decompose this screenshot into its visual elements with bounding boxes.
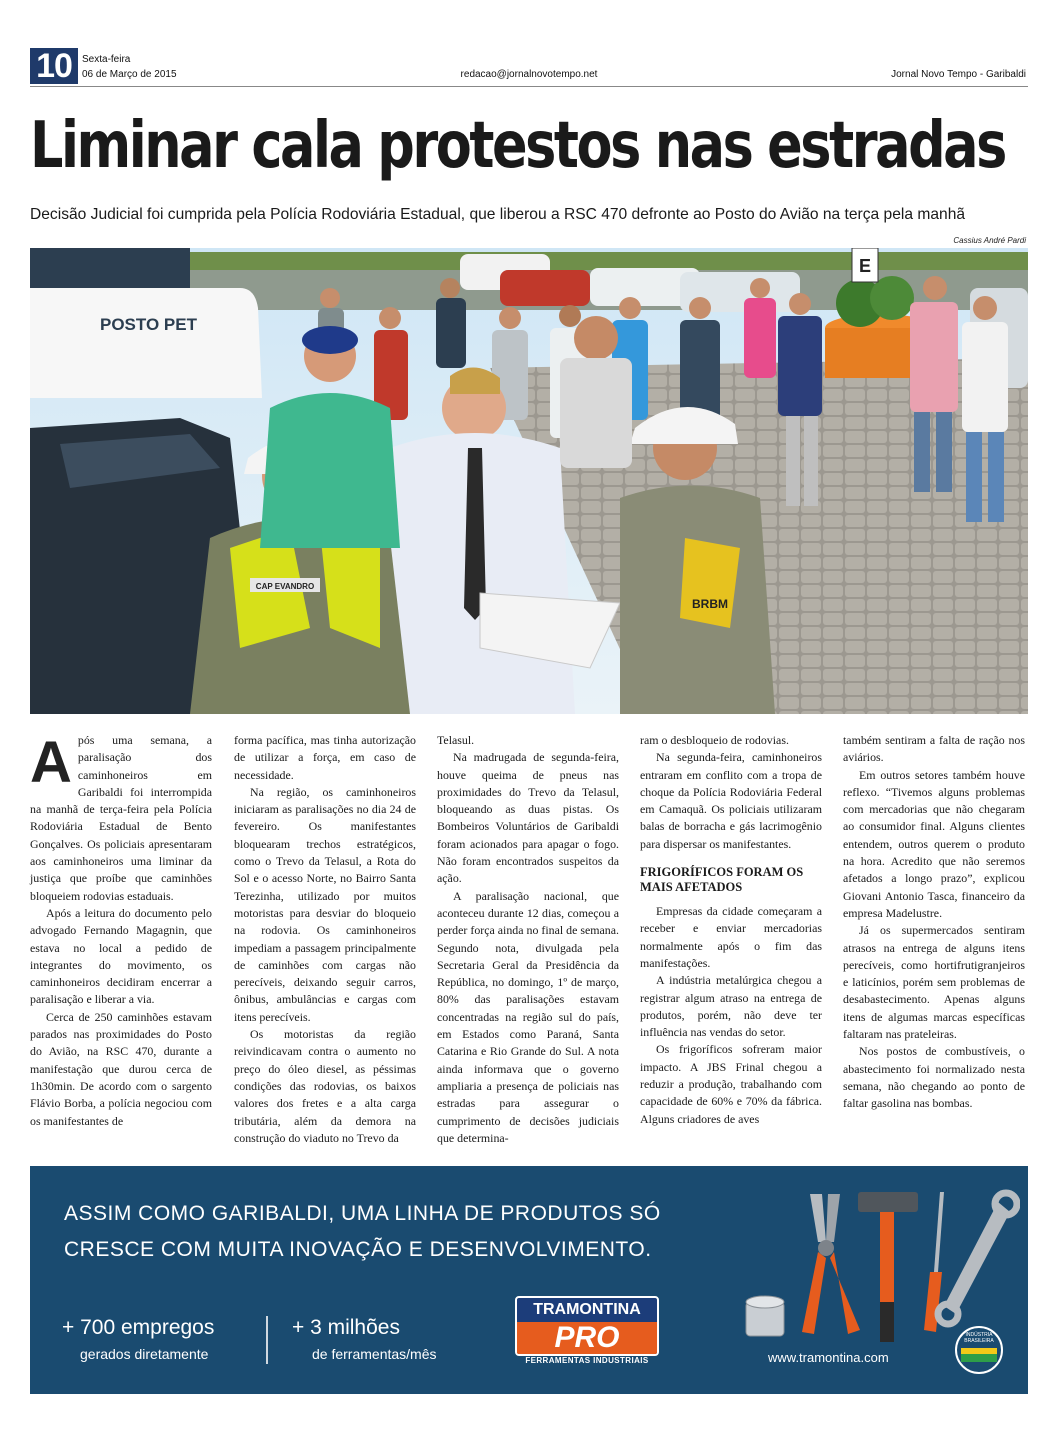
header-date: 06 de Março de 2015 xyxy=(82,69,177,80)
ad-headline-line-1: ASSIM COMO GARIBALDI, UMA LINHA DE PRODUTOS SÓ xyxy=(64,1202,661,1225)
article-column-4 xyxy=(640,732,822,1128)
paragraph: A indústria metalúrgica chegou a registrar algum atraso na entrega de produtos, porém, não deve ter influência nas vendas do setor. xyxy=(640,973,822,1040)
article-column-2 xyxy=(234,732,416,1147)
officer-shoulder-badge: BRBM xyxy=(692,597,728,611)
article-column-5 xyxy=(843,732,1025,1113)
header-weekday: Sexta-feira xyxy=(82,54,131,65)
ad-stat-tools: + 3 milhões xyxy=(292,1316,400,1339)
socket-icon xyxy=(746,1296,784,1336)
hammer-icon xyxy=(858,1192,918,1342)
ad-website-link[interactable]: www.tramontina.com xyxy=(768,1350,889,1365)
seal-text: INDÚSTRIA BRASILEIRA xyxy=(964,1332,994,1344)
paragraph: Os frigoríficos sofreram maior impacto. A JBS Frinal chegou a reduzir a produção, trabalhando com capacidade de 60% e 70% da fábrica. Alguns criadores de aves xyxy=(640,1042,822,1126)
news-photo xyxy=(30,248,1028,714)
article-column-1 xyxy=(30,732,212,1130)
photo-credit: Cassius André Pardi xyxy=(953,236,1026,245)
ad-stat-jobs-caption: gerados diretamente xyxy=(80,1346,209,1362)
logo-brand: TRAMONTINA xyxy=(533,1301,641,1318)
officer-name-badge: CAP EVANDRO xyxy=(255,582,315,591)
paragraph: também sentiram a falta de ração nos aviários. xyxy=(843,733,1025,765)
subheadline: Decisão Judicial foi cumprida pela Polícia Rodoviária Estadual, que liberou a RSC 470 defronte ao Posto do Avião na terça pela manhã xyxy=(30,206,966,223)
paragraph: Telasul. xyxy=(437,733,475,747)
drop-cap: A xyxy=(30,730,72,795)
tramontina-pro-logo[interactable] xyxy=(515,1296,659,1356)
paragraph: Na madrugada de segunda-feira, houve queima de pneus nas proximidades do Trevo da Telasul, bloqueando as duas pistas. Os Bombeiros Voluntários de Garibaldi foram acionados para apagar o fogo. Não foram encontrados suspeitos da ação. xyxy=(437,750,619,886)
logo-subtitle: FERRAMENTAS INDUSTRIAIS xyxy=(525,1356,649,1365)
paragraph: Empresas da cidade começaram a receber e enviar mercadorias normalmente após o fim das manifestações. xyxy=(640,904,822,970)
industria-brasileira-seal xyxy=(955,1326,1003,1374)
article-column-3 xyxy=(437,732,619,1147)
paragraph: forma pacífica, mas tinha autorização de utilizar a força, em caso de necessidade. xyxy=(234,733,416,782)
ad-headline-line-2: CRESCE COM MUITA INOVAÇÃO E DESENVOLVIMENTO. xyxy=(64,1238,652,1261)
tramontina-advertisement[interactable] xyxy=(30,1166,1028,1394)
paragraph: ram o desbloqueio de rodovias. xyxy=(640,733,789,747)
ad-divider xyxy=(266,1316,268,1364)
parking-sign: E xyxy=(858,256,872,276)
paragraph: Após a leitura do documento pelo advogado Fernando Magagnin, que estava no local a pedido de integrantes do movimento, os caminhoneiros decidiram encerrar a paralisação e liberar a via. xyxy=(30,905,212,1007)
header-divider xyxy=(30,86,1028,87)
paragraph: Na segunda-feira, caminhoneiros entraram em conflito com a tropa de choque da Polícia Rodoviária Federal em Camaquã. Os policiais utilizaram balas de borracha e gás lacrimogênio para dispersar os manifestantes. xyxy=(640,750,822,851)
pliers-icon xyxy=(802,1194,860,1334)
paragraph: Já os supermercados sentiram atrasos na entrega de alguns itens perecíveis, como hortifrutigranjeiros e laticínios, porém sem problemas de desabastecimento. Apenas alguns itens de algumas marcas específicas faltaram nas prateleiras. xyxy=(843,923,1025,1042)
header-email[interactable]: redacao@jornalnovotempo.net xyxy=(460,69,598,80)
paragraph: pós uma semana, a paralisação dos caminhoneiros em Garibaldi foi interrompida na manhã de terça-feira pela Polícia Rodoviária Estadual de Bento Gonçalves. Os policiais apresentaram aos caminhoneiros uma liminar da justiça que proíbe que caminhões bloqueiem rodovias estaduais. xyxy=(30,733,212,903)
ad-stat-jobs: + 700 empregos xyxy=(62,1316,215,1339)
photo-illustration xyxy=(30,248,1028,714)
logo-pro: PRO xyxy=(517,1322,657,1354)
paragraph: Cerca de 250 caminhões estavam parados nas proximidades do Posto do Avião, na RSC 470, durante a manifestação que durou cerca de 1h30min. De acordo com o sargento Flávio Borba, a polícia negociou com os manifestantes de xyxy=(30,1009,212,1128)
header-newspaper-name: Jornal Novo Tempo - Garibaldi xyxy=(891,69,1026,80)
headline: Liminar cala protestos nas estradas xyxy=(30,109,1005,183)
van-logo-text: POSTO PET xyxy=(100,315,197,334)
section-heading: FRIGORÍFICOS FORAM OS MAIS AFETADOS xyxy=(640,865,804,895)
page-number: 10 xyxy=(30,48,78,84)
paragraph: Nos postos de combustíveis, o abastecimento foi normalizado nesta semana, não chegando ao ponto de faltar gasolina nas bombas. xyxy=(843,1044,1025,1111)
paragraph: Os motoristas da região reivindicavam contra o aumento no preço do óleo diesel, as péssimas condições das rodovias, os baixos valores dos fretes e a alta carga tributária, além da demora na construção do viaduto no Trevo da xyxy=(234,1027,416,1145)
wrench-icon xyxy=(938,1193,1017,1324)
paragraph: A paralisação nacional, que aconteceu durante 12 dias, começou a perder força ainda no final de semana. Segundo nota, divulgada pela Secretaria Geral da Presidência da República, no domingo, 1º de março, 80% das paralisações estavam concentradas na região sul do país, em Estados como Paraná, Santa Catarina e Rio Grande do Sul. A nota ainda informava que o governo ampliaria a presença de policiais nas estradas para assegurar o cumprimento de decisões judiciais que determina- xyxy=(437,888,619,1145)
ad-stat-tools-caption: de ferramentas/mês xyxy=(312,1346,437,1362)
paragraph: Na região, os caminhoneiros iniciaram as paralisações no dia 24 de fevereiro. Os manifestantes bloquearam trechos estratégicos, como o Trevo da Telasul, a Rota do Sol e o acesso Norte, no Bairro Santa Terezinha, utilizado por muitos motoristas para desviar do bloqueio na rodovia. Os caminhoneiros impediam a passagem principalmente de caminhões com cargas não perecíveis, deixando seguir carros, ônibus, ambulâncias e cargas com itens perecíveis. xyxy=(234,784,416,1024)
paragraph: Em outros setores também houve reflexo. “Tivemos alguns problemas com mercadorias que não chegaram ao consumidor final. Alguns clientes entendem, outros querem o produto na hora. Acredito que não seremos afetados a longo prazo”, explicou Giovani Antonio Tasca, financeiro da empresa Madelustre. xyxy=(843,767,1025,920)
